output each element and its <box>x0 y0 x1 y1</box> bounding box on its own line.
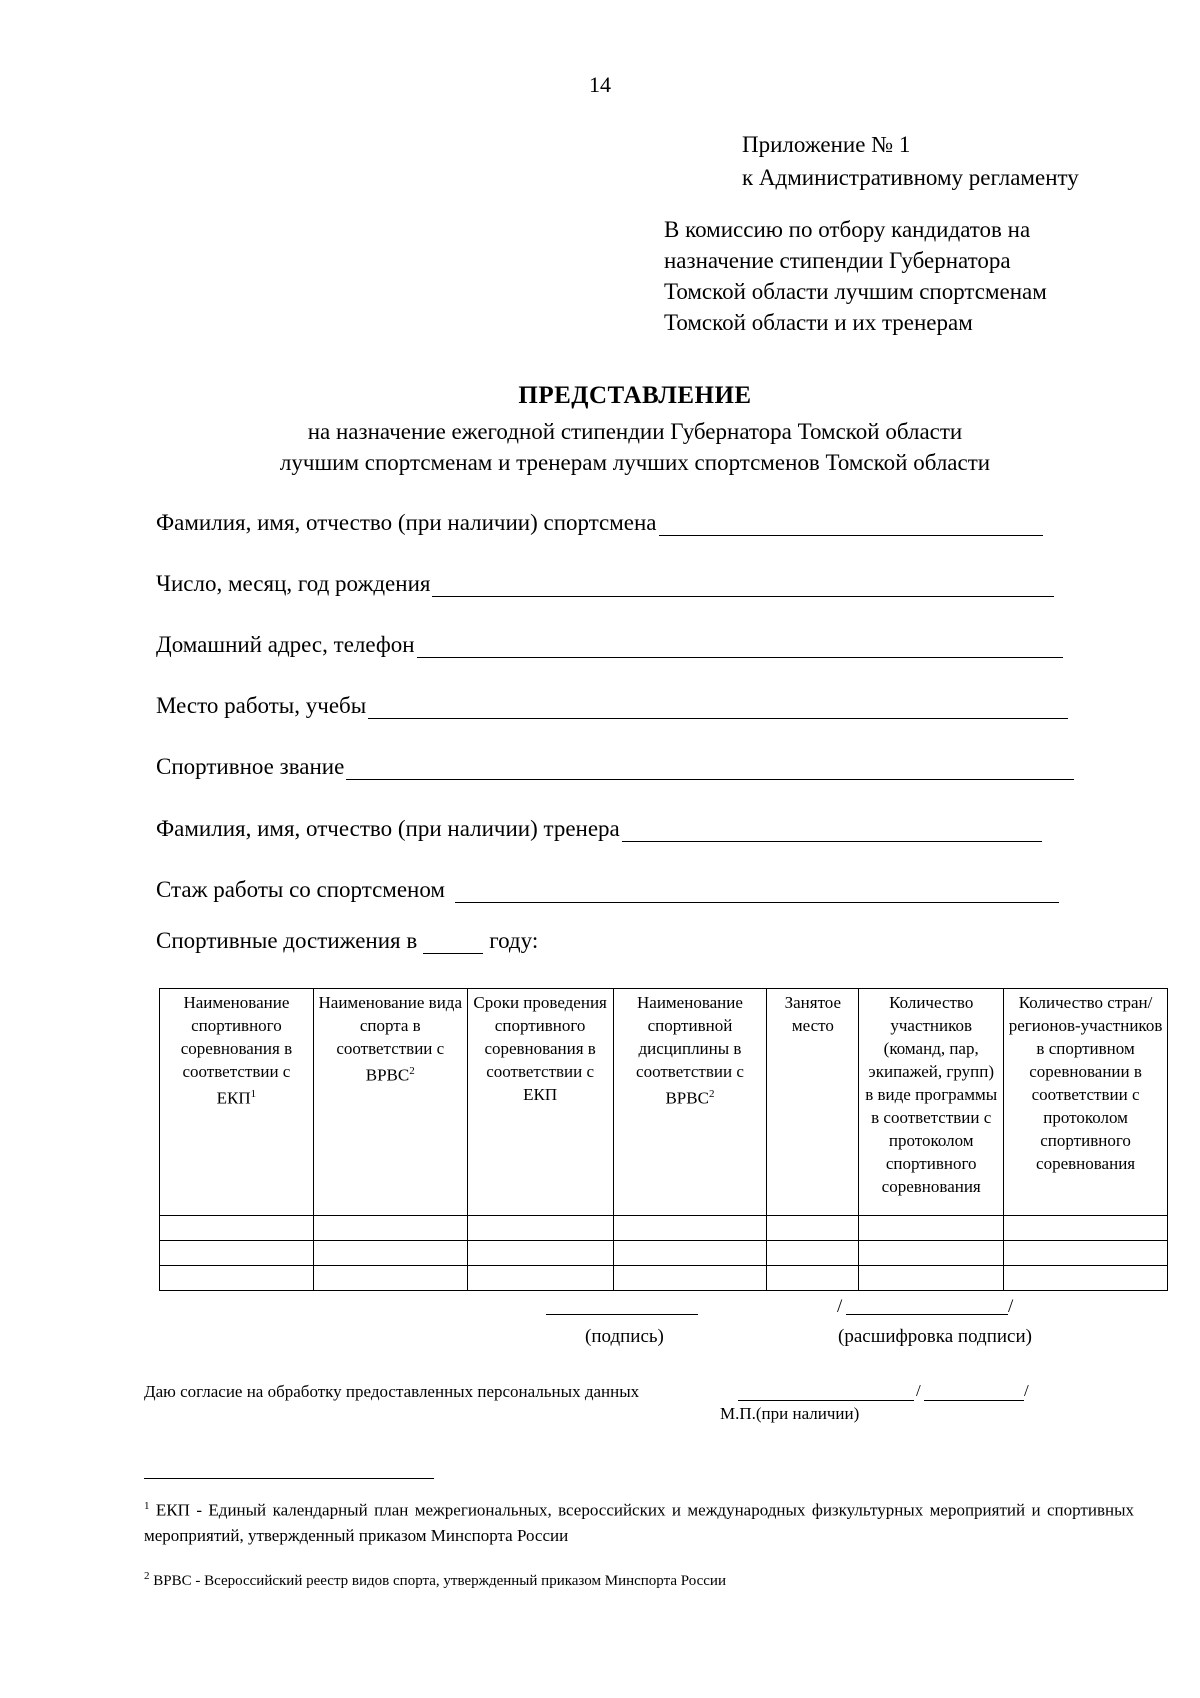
signature-decode-caption: (расшифровка подписи) <box>838 1326 1032 1347</box>
achievements-prefix: Спортивные достижения в <box>156 928 418 953</box>
table-cell[interactable] <box>1004 1216 1168 1241</box>
work-study-field[interactable] <box>156 693 1068 719</box>
table-cell[interactable] <box>467 1216 613 1241</box>
table-cell[interactable] <box>859 1266 1004 1291</box>
consent-text: Даю согласие на обработку предоставленных персональных данных <box>144 1382 640 1401</box>
table-cell[interactable] <box>160 1241 314 1266</box>
field-label: Стаж работы со спортсменом <box>156 877 445 902</box>
table-cell[interactable] <box>767 1216 859 1241</box>
field-label: Место работы, учебы <box>156 693 367 718</box>
table-header-row <box>160 989 1168 1216</box>
addressee-line: Томской области и их тренерам <box>664 310 973 335</box>
consent-slash: / <box>916 1381 921 1400</box>
table-cell[interactable] <box>313 1216 467 1241</box>
field-blank[interactable] <box>622 819 1042 842</box>
footnote-mark: 2 <box>144 1570 150 1582</box>
year-blank[interactable] <box>423 933 483 954</box>
addressee-block <box>664 214 1047 338</box>
footnote-2 <box>144 1564 1134 1594</box>
coach-name-field[interactable] <box>156 816 1042 842</box>
athlete-name-field[interactable] <box>156 510 1043 536</box>
consent-signature-blank[interactable] <box>738 1400 914 1401</box>
document-subtitle <box>0 416 1200 478</box>
signature-blank[interactable] <box>546 1314 698 1315</box>
table-cell[interactable] <box>613 1216 767 1241</box>
table-cell[interactable] <box>613 1241 767 1266</box>
column-header: Сроки проведения спортивного соревнования в соответствии с ЕКП <box>467 989 613 1216</box>
column-header: Наименование спортивного соревнования в соответствии с ЕКП$^1$ <box>160 989 314 1216</box>
field-label: Фамилия, имя, отчество (при наличии) тренера <box>156 816 620 841</box>
table-cell[interactable] <box>1004 1266 1168 1291</box>
table-row <box>160 1266 1168 1291</box>
table-cell[interactable] <box>160 1216 314 1241</box>
table-cell[interactable] <box>859 1216 1004 1241</box>
achievements-table <box>159 988 1168 1291</box>
table-cell[interactable] <box>160 1266 314 1291</box>
footnote-1 <box>144 1494 1134 1548</box>
column-header: Занятое место <box>767 989 859 1216</box>
table-cell[interactable] <box>859 1241 1004 1266</box>
footnote-text: ВРВС - Всероссийский реестр видов спорта, утвержденный приказом Минспорта России <box>153 1573 726 1589</box>
table-cell[interactable] <box>467 1241 613 1266</box>
table-cell[interactable] <box>313 1266 467 1291</box>
column-header: Наименование вида спорта в соответствии с ВРВС$^2$ <box>313 989 467 1216</box>
table-cell[interactable] <box>467 1266 613 1291</box>
consent-slash-end: / <box>1024 1381 1029 1400</box>
footnote-divider <box>144 1478 434 1479</box>
field-blank[interactable] <box>417 635 1063 658</box>
signature-caption: (подпись) <box>585 1326 664 1347</box>
page-number: 14 <box>589 72 611 97</box>
table-row <box>160 1241 1168 1266</box>
appendix-line-1: Приложение № 1 <box>742 132 911 157</box>
addressee-line: назначение стипендии Губернатора <box>664 248 1011 273</box>
field-label: Спортивное звание <box>156 754 345 779</box>
appendix-line-2: к Административному регламенту <box>742 165 1079 190</box>
table-cell[interactable] <box>767 1241 859 1266</box>
address-phone-field[interactable] <box>156 632 1063 658</box>
footnote-text: ЕКП - Единый календарный план межрегиональных, всероссийских и международных физкультурных мероприятий и спортивных мероприятий, утвержденный приказом Минспорта России <box>144 1500 1135 1545</box>
decode-slash-left: / <box>837 1296 843 1317</box>
column-header: Наименование спортивной дисциплины в соответствии с ВРВС$^2$ <box>613 989 767 1216</box>
achievements-suffix: году: <box>489 928 539 953</box>
subtitle-line: лучшим спортсменам и тренерам лучших спортсменов Томской области <box>279 450 991 475</box>
table-cell[interactable] <box>767 1266 859 1291</box>
field-label: Фамилия, имя, отчество (при наличии) спортсмена <box>156 510 657 535</box>
field-blank[interactable] <box>368 696 1068 719</box>
decode-slash-right: / <box>1008 1296 1014 1317</box>
sport-title-field[interactable] <box>156 754 1074 780</box>
addressee-line: Томской области лучшим спортсменам <box>664 279 1047 304</box>
field-label: Число, месяц, год рождения <box>156 571 431 596</box>
field-label: Домашний адрес, телефон <box>156 632 415 657</box>
field-blank[interactable] <box>659 513 1043 536</box>
table-cell[interactable] <box>1004 1241 1168 1266</box>
signature-decode-blank[interactable] <box>846 1314 1008 1315</box>
coaching-experience-field[interactable] <box>156 877 1059 903</box>
column-header: Количество стран/регионов-участников в спортивном соревновании в соответствии с протоколом спортивного соревнования <box>1004 989 1168 1216</box>
field-blank[interactable] <box>432 574 1054 597</box>
consent-line <box>144 1382 639 1402</box>
field-blank[interactable] <box>455 880 1059 903</box>
table-cell[interactable] <box>313 1241 467 1266</box>
consent-decode-blank[interactable] <box>924 1400 1024 1401</box>
document-title: ПРЕДСТАВЛЕНИЕ <box>518 382 752 409</box>
footnote-mark: 1 <box>144 1500 150 1512</box>
appendix-heading <box>742 128 1079 194</box>
table-cell[interactable] <box>613 1266 767 1291</box>
table-row <box>160 1216 1168 1241</box>
column-header: Количество участников (команд, пар, экипажей, групп) в виде программы в соответствии с протоколом спортивного соревнования <box>859 989 1004 1216</box>
birth-date-field[interactable] <box>156 571 1054 597</box>
subtitle-line: на назначение ежегодной стипендии Губернатора Томской области <box>307 419 963 444</box>
achievements-heading <box>156 928 538 954</box>
addressee-line: В комиссию по отбору кандидатов на <box>664 217 1031 242</box>
stamp-caption: М.П.(при наличии) <box>720 1404 860 1423</box>
field-blank[interactable] <box>346 757 1074 780</box>
